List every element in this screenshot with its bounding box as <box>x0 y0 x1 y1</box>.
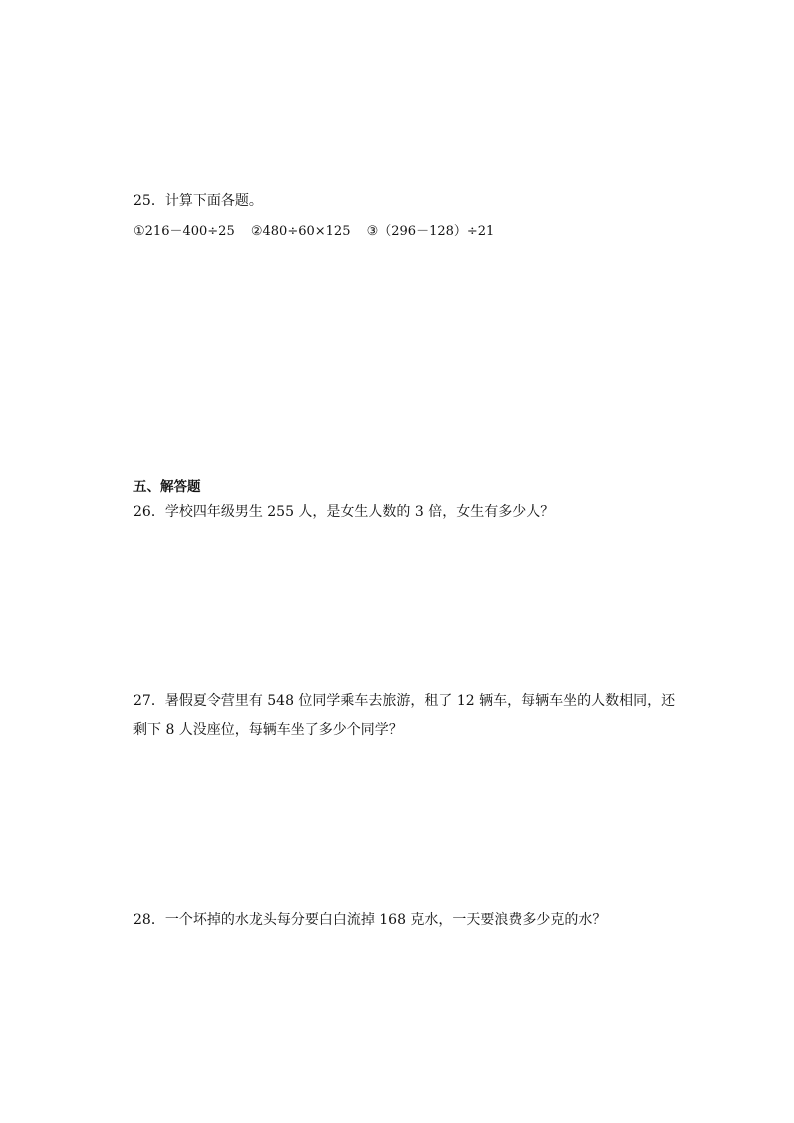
question-27-line-2: 剩下 8 人没座位，每辆车坐了多少个同学？ <box>133 722 403 738</box>
expression-3: ③（296－128）÷21 <box>366 224 495 239</box>
question-26: 26．学校四年级男生 255 人，是女生人数的 3 倍，女生有多少人？ <box>133 504 555 520</box>
expression-1: ①216－400÷25 <box>133 224 235 239</box>
question-25-title: 25．计算下面各题。 <box>133 193 263 209</box>
expression-2: ②480÷60×125 <box>250 224 351 239</box>
question-27-line-1: 27．暑假夏令营里有 548 位同学乘车去旅游，租了 12 辆车，每辆车坐的人数相同，还 <box>133 693 676 709</box>
question-28: 28．一个坏掉的水龙头每分要白白流掉 168 克水，一天要浪费多少克的水？ <box>133 912 607 928</box>
section-5-heading: 五、解答题 <box>133 479 201 495</box>
question-25-expressions <box>133 222 506 242</box>
